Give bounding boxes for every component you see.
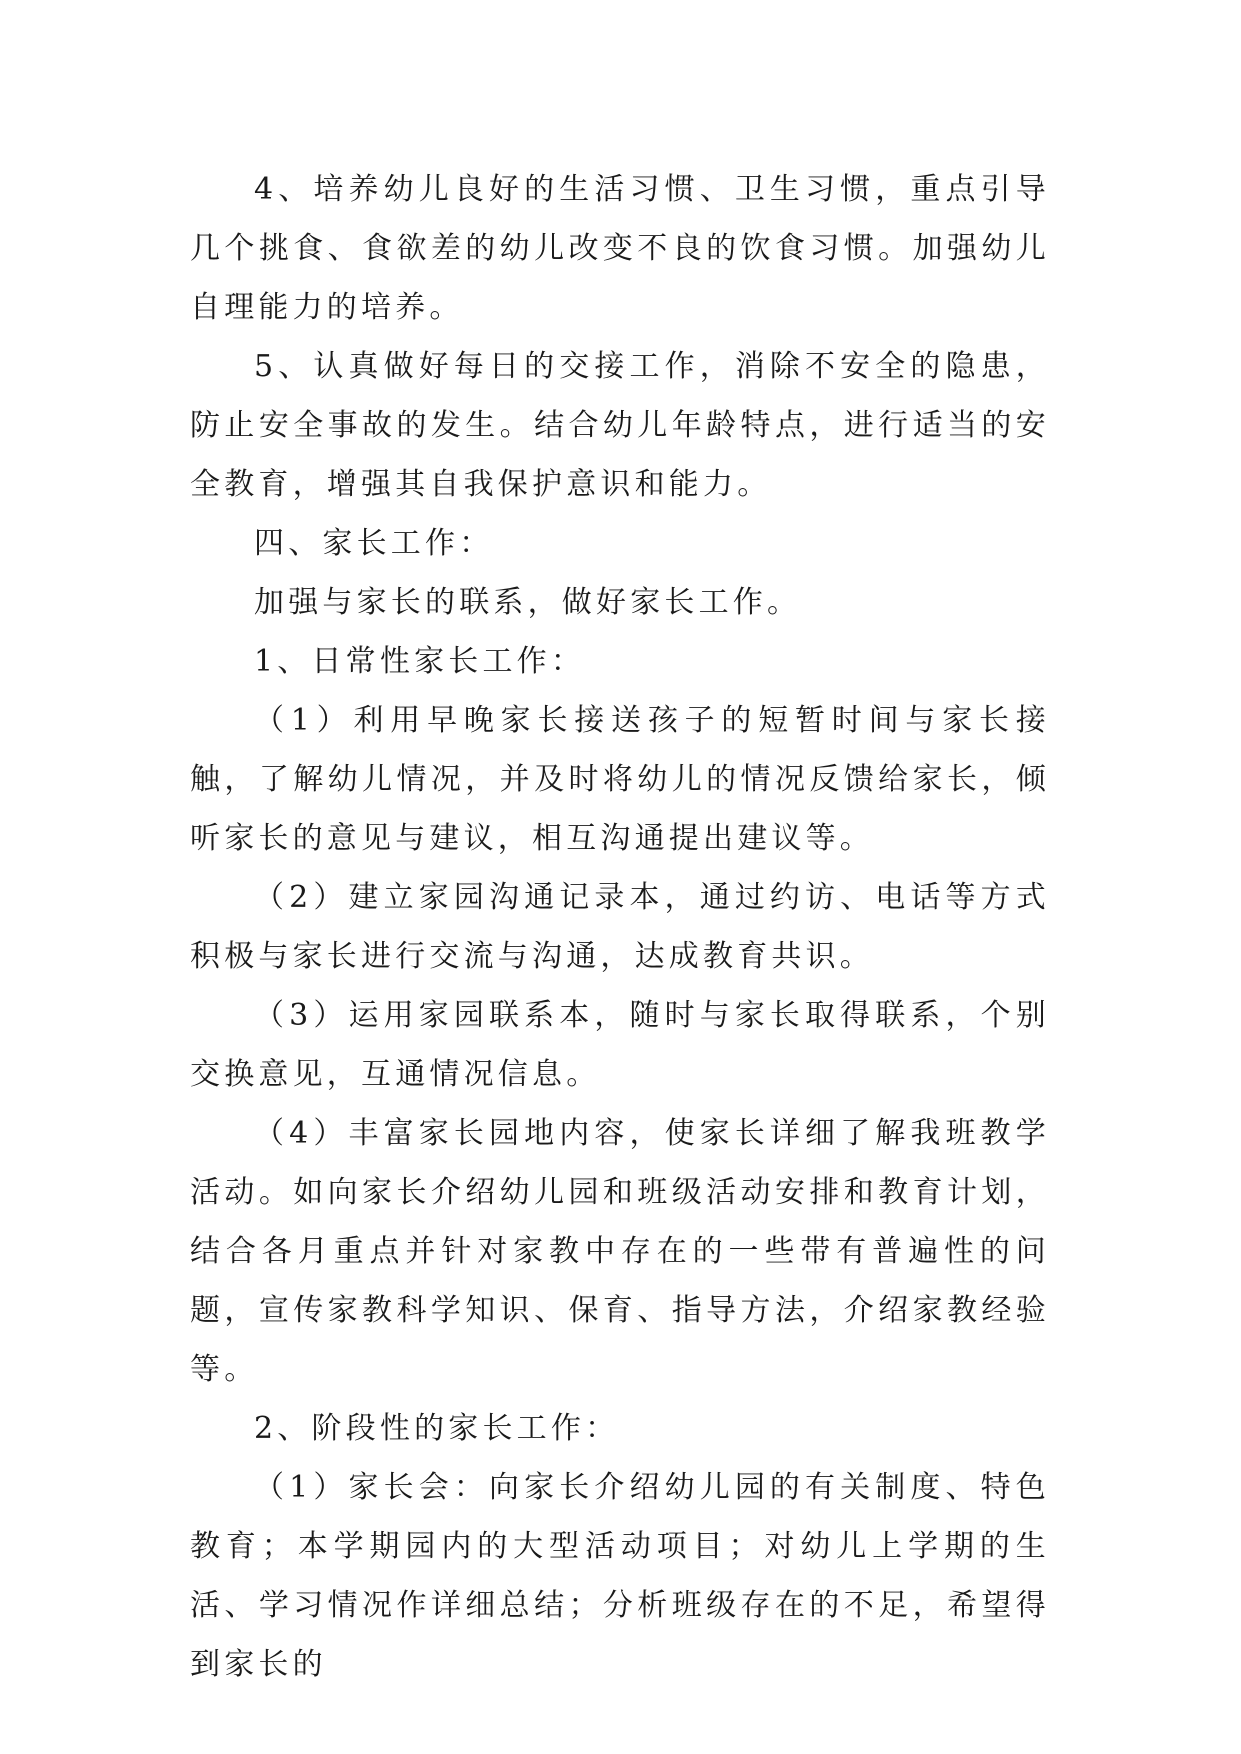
section-heading-parent-work: 四、家长工作： xyxy=(254,526,494,561)
paragraph-habits: 4、培养幼儿良好的生活习惯、卫生习惯，重点引导几个挑食、食欲差的幼儿改变不良的饮食习惯。加强幼儿自理能力的培养。 xyxy=(190,172,1050,325)
paragraph-parent-intro: 加强与家长的联系，做好家长工作。 xyxy=(254,585,802,620)
paragraph-safety: 5、认真做好每日的交接工作，消除不安全的隐患，防止安全事故的发生。结合幼儿年龄特点，进行适当的安全教育，增强其自我保护意识和能力。 xyxy=(190,349,1050,502)
paragraph-daily-4: （4）丰富家长园地内容，使家长详细了解我班教学活动。如向家长介绍幼儿园和班级活动安排和教育计划，结合各月重点并针对家教中存在的一些带有普遍性的问题，宣传家教科学知识、保育、指导方法，介绍家教经验等。 xyxy=(190,1116,1050,1387)
paragraph-daily-1: （1）利用早晚家长接送孩子的短暂时间与家长接触，了解幼儿情况，并及时将幼儿的情况反馈给家长，倾听家长的意见与建议，相互沟通提出建议等。 xyxy=(190,703,1050,856)
document-body xyxy=(190,160,1050,1694)
paragraph-daily-2: （2）建立家园沟通记录本，通过约访、电话等方式积极与家长进行交流与沟通，达成教育共识。 xyxy=(190,880,1050,974)
subheading-daily-work: 1、日常性家长工作： xyxy=(254,644,586,679)
subheading-periodic-work: 2、阶段性的家长工作： xyxy=(254,1411,620,1446)
paragraph-daily-3: （3）运用家园联系本，随时与家长取得联系，个别交换意见，互通情况信息。 xyxy=(190,998,1050,1092)
paragraph-periodic-1: （1）家长会：向家长介绍幼儿园的有关制度、特色教育；本学期园内的大型活动项目；对幼儿上学期的生活、学习情况作详细总结；分析班级存在的不足，希望得到家长的 xyxy=(190,1470,1050,1682)
